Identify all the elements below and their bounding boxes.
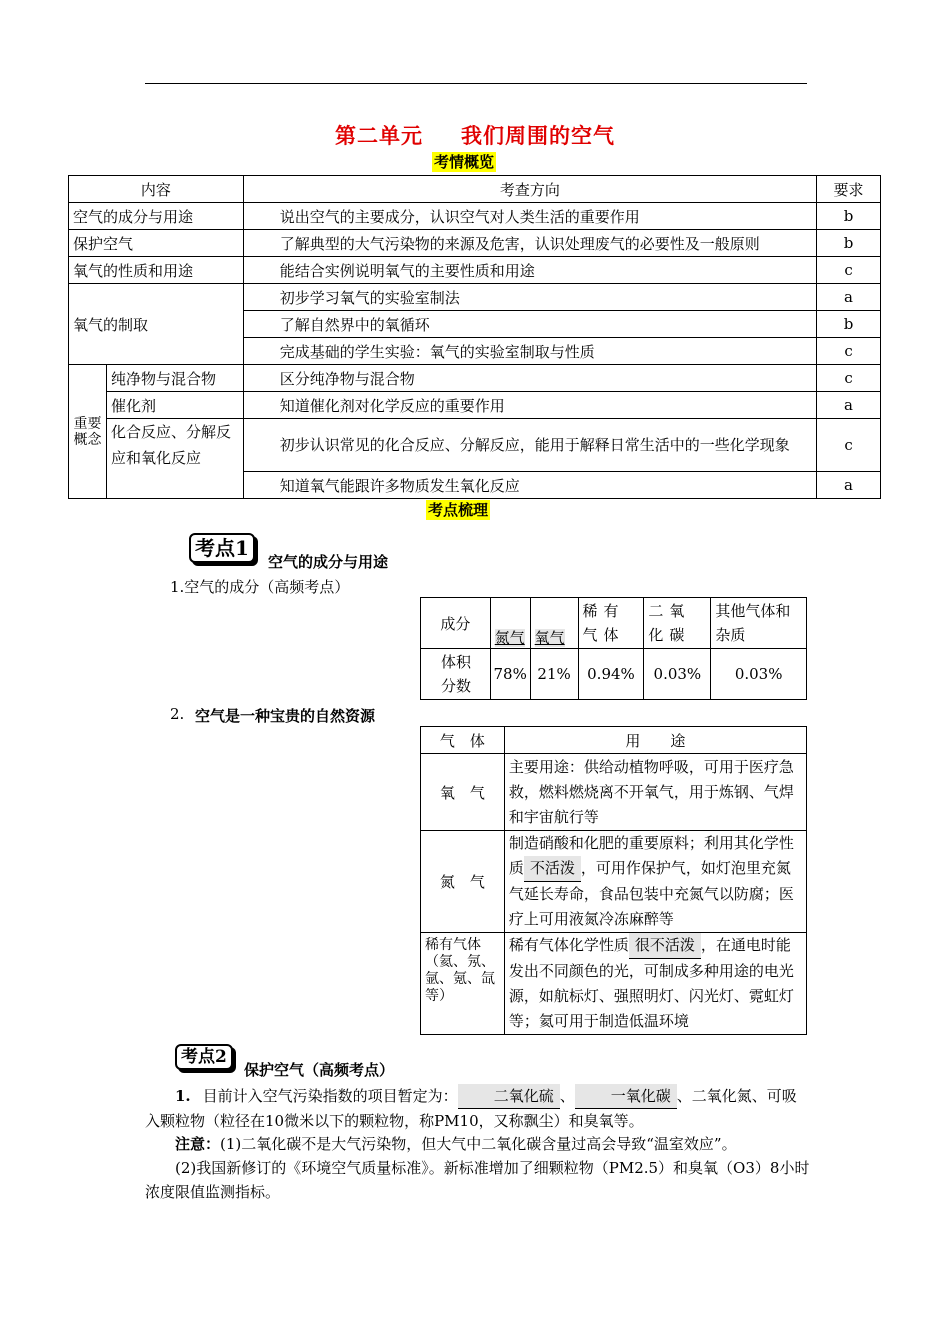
overview-table <box>68 175 881 499</box>
row-requirement: c <box>817 419 881 472</box>
component-cell <box>490 598 530 649</box>
kp2-title: 保护空气（高频考点） <box>244 1061 395 1079</box>
answer-blank: 很不活泼 <box>629 933 701 959</box>
row-direction: 初步学习氧气的实验室制法 <box>243 284 816 311</box>
row-content: 催化剂 <box>106 392 243 419</box>
component-cell <box>530 598 578 649</box>
fractions-row <box>421 649 807 700</box>
composition-table <box>420 597 807 700</box>
answer-blank-2: 一氧化碳 <box>575 1084 677 1109</box>
points-heading: 考点梳理 <box>428 501 489 519</box>
gas-nitrogen: 氮 气 <box>421 831 505 933</box>
header-requirement: 要求 <box>817 176 881 203</box>
gas-noble: 稀有气体（氦、氖、氩、氪、氙等） <box>421 933 505 1035</box>
unit-title-name: 我们周围的空气 <box>461 124 615 148</box>
kp1-item1: 1.空气的成分（高频考点） <box>170 578 350 596</box>
table-row <box>69 230 881 257</box>
uses-row <box>421 933 807 1035</box>
use-oxygen: 主要用途：供给动植物呼吸，可用于医疗急救，燃料燃烧离不开氧气，用于炼钢、气焊和宇宙航行等 <box>504 754 806 831</box>
note-label: 注意： <box>175 1135 221 1153</box>
kp1-title: 空气的成分与用途 <box>268 553 389 571</box>
note-text: (1)二氧化碳不是大气污染物，但大气中二氧化碳含量过高会导致“温室效应”。 <box>220 1135 737 1153</box>
component-oxygen: 氧气 <box>534 629 565 647</box>
kp2-paragraph-1: 1. 目前计入空气污染指数的项目暂定为： 二氧化硫 、 一氧化碳 、二氧化氮、可吸入颗粒物（粒径在10微米以下的颗粒物，称PM10，又称飘尘）和臭氧等。 <box>145 1084 810 1133</box>
unit-title <box>0 120 950 150</box>
row-requirement: c <box>817 338 881 365</box>
row-direction: 知道氧气能跟许多物质发生氧化反应 <box>243 472 816 499</box>
table-row <box>69 284 881 311</box>
row-requirement: b <box>817 203 881 230</box>
p1-text: 目前计入空气污染指数的项目暂定为： <box>202 1087 458 1105</box>
row-requirement: a <box>817 392 881 419</box>
row-direction: 了解自然界中的氧循环 <box>243 311 816 338</box>
row-content: 氧气的制取 <box>69 284 244 365</box>
header-content: 内容 <box>69 176 244 203</box>
uses-row <box>421 831 807 933</box>
component-co2: 二氧化碳 <box>644 598 711 649</box>
uses-table <box>420 726 807 1035</box>
table-header-row <box>69 176 881 203</box>
kp1-item2-number: 2. <box>170 705 185 723</box>
table-row <box>69 203 881 230</box>
row-direction: 区分纯净物与混合物 <box>243 365 816 392</box>
row-direction: 初步认识常见的化合反应、分解反应，能用于解释日常生活中的一些化学现象 <box>243 419 816 472</box>
use-nitrogen <box>504 831 806 933</box>
use-text: 制造硝酸和化肥的重要原料；利用其化学性质 <box>508 834 794 877</box>
uses-row <box>421 754 807 831</box>
component-noble-gas: 稀有气体 <box>578 598 644 649</box>
fraction-noble-gas: 0.94% <box>578 649 644 700</box>
row-requirement: b <box>817 230 881 257</box>
fraction-co2: 0.03% <box>644 649 711 700</box>
row-requirement: b <box>817 311 881 338</box>
components-row <box>421 598 807 649</box>
row-direction: 知道催化剂对化学反应的重要作用 <box>243 392 816 419</box>
kp2-note-1 <box>145 1132 810 1156</box>
group-important-concepts: 重要概念 <box>69 365 107 499</box>
kp2-note-2: (2)我国新修订的《环境空气质量标准》。新标准增加了细颗粒物（PM2.5）和臭氧（O3）8小时浓度限值监测指标。 <box>145 1159 810 1201</box>
row-direction: 能结合实例说明氧气的主要性质和用途 <box>243 257 816 284</box>
answer-blank-1: 二氧化硫 <box>458 1084 560 1109</box>
table-row <box>69 257 881 284</box>
p1-number: 1. <box>175 1087 191 1105</box>
gas-oxygen: 氧 气 <box>421 754 505 831</box>
row-requirement: c <box>817 257 881 284</box>
kp1-badge: 考点1 <box>189 533 255 563</box>
row-content: 保护空气 <box>69 230 244 257</box>
header-direction: 考查方向 <box>243 176 816 203</box>
component-other: 其他气体和杂质 <box>711 598 807 649</box>
components-label: 成分 <box>421 598 491 649</box>
row-content: 纯净物与混合物 <box>106 365 243 392</box>
row-requirement: a <box>817 472 881 499</box>
use-text: 稀有气体化学性质 <box>508 936 629 954</box>
header-rule <box>145 83 807 84</box>
table-row <box>69 392 881 419</box>
kp1-item2: 空气是一种宝贵的自然资源 <box>195 707 376 725</box>
fraction-nitrogen: 78% <box>490 649 530 700</box>
uses-header-row <box>421 727 807 754</box>
uses-header-use: 用 途 <box>504 727 806 754</box>
row-direction: 说出空气的主要成分，认识空气对人类生活的重要作用 <box>243 203 816 230</box>
use-text: ，在通电时能发出不同颜色的光，可制成多种用途的电光源，如航标灯、强照明灯、闪光灯、霓虹灯等；氦可用于制造低温环境 <box>508 936 794 1030</box>
use-text: ，可用作保护气，如灯泡里充氮气延长寿命，食品包装中充氮气以防腐；医疗上可用液氮冷冻麻醉等 <box>508 859 794 928</box>
fraction-oxygen: 21% <box>530 649 578 700</box>
uses-header-gas: 气 体 <box>421 727 505 754</box>
overview-heading: 考情概览 <box>434 153 495 171</box>
row-content: 空气的成分与用途 <box>69 203 244 230</box>
row-direction: 完成基础的学生实验：氧气的实验室制取与性质 <box>243 338 816 365</box>
kp2-badge: 考点2 <box>175 1044 233 1070</box>
fraction-other: 0.03% <box>711 649 807 700</box>
use-noble <box>504 933 806 1035</box>
component-nitrogen: 氮气 <box>494 629 525 647</box>
p1-text: 、二氧化氮、可吸入颗粒物（粒径在10微米以下的颗粒物，称PM10，又称飘尘）和臭氧等。 <box>145 1087 797 1130</box>
row-requirement: c <box>817 365 881 392</box>
fractions-label: 体积分数 <box>421 649 491 700</box>
answer-blank: 不活泼 <box>524 856 581 882</box>
table-row <box>69 365 881 392</box>
row-content: 氧气的性质和用途 <box>69 257 244 284</box>
unit-title-number: 第二单元 <box>335 124 423 148</box>
row-requirement: a <box>817 284 881 311</box>
row-direction: 了解典型的大气污染物的来源及危害，认识处理废气的必要性及一般原则 <box>243 230 816 257</box>
row-content: 化合反应、分解反应和氧化反应 <box>106 419 243 499</box>
table-row <box>69 419 881 472</box>
